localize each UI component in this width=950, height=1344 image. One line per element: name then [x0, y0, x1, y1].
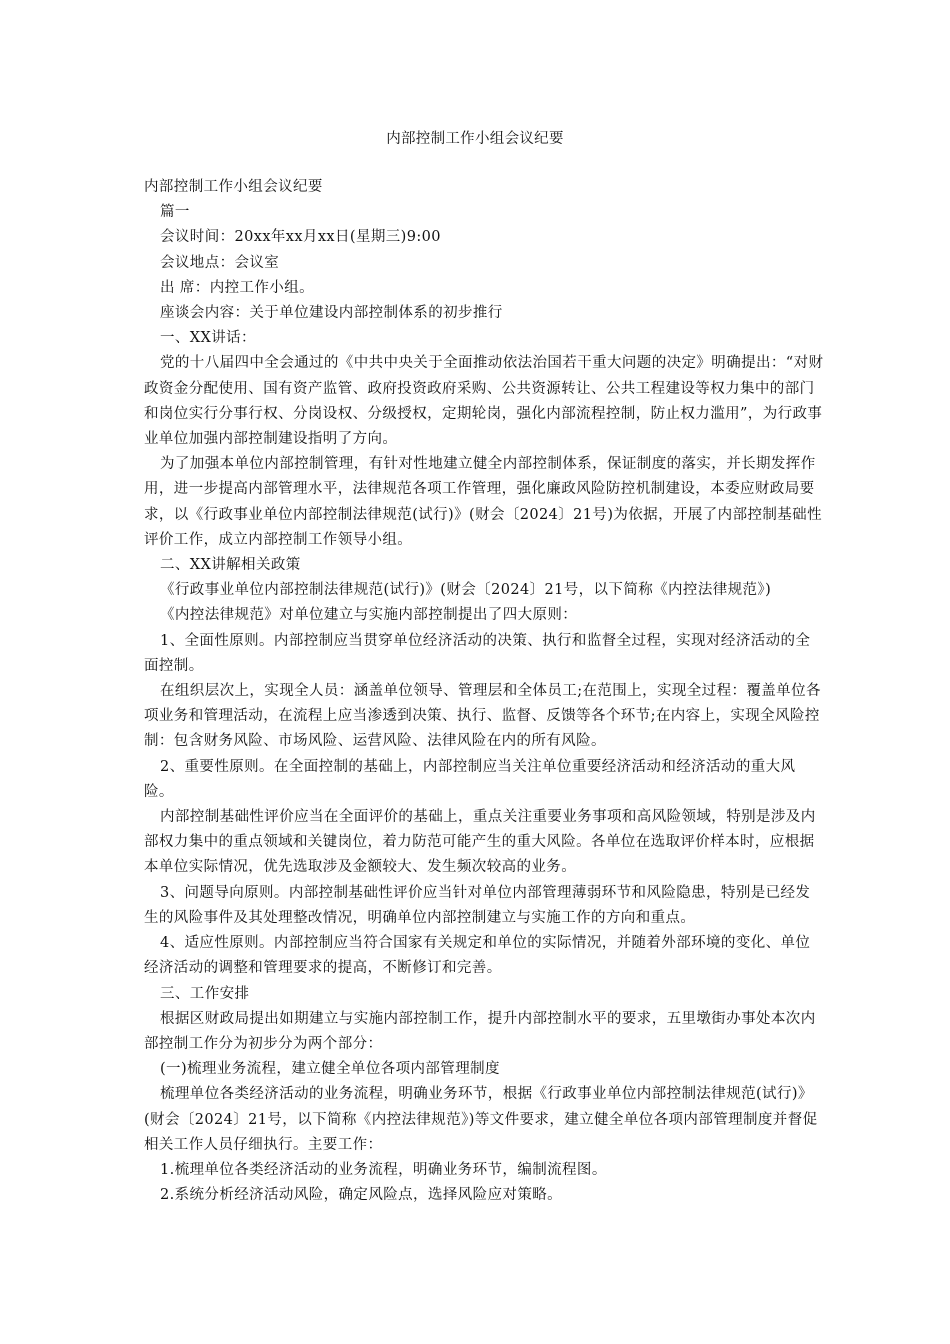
- paragraph: 座谈会内容：关于单位建设内部控制体系的初步推行: [160, 305, 503, 322]
- document-body: [144, 175, 824, 1208]
- paragraph: 1、全面性原则。内部控制应当贯穿单位经济活动的决策、执行和监督全过程，实现对经济活动的全面控制。: [144, 632, 811, 674]
- paragraph: 根据区财政局提出如期建立与实施内部控制工作，提升内部控制水平的要求，五里墩街办事处本次内部控制工作分为初步分为两个部分：: [144, 1010, 816, 1052]
- paragraph: 会议地点：会议室: [160, 254, 280, 271]
- paragraph: 4、适应性原则。内部控制应当符合国家有关规定和单位的实际情况，并随着外部环境的变化、单位经济活动的调整和管理要求的提高，不断修订和完善。: [144, 935, 811, 977]
- paragraph: 梳理单位各类经济活动的业务流程，明确业务环节，根据《行政事业单位内部控制法律规范(试行)》(财会〔2024〕21号，以下简称《内控法律规范》)等文件要求，建立健全单位各项内部管理制度并督促相关工作人员仔细执行。主要工作：: [144, 1086, 818, 1153]
- paragraph: 三、工作安排: [160, 985, 250, 1002]
- paragraph: 一、XX讲话：: [160, 330, 256, 347]
- paragraph: 二、XX讲解相关政策: [160, 557, 301, 574]
- paragraph: 篇一: [160, 204, 190, 221]
- paragraph: 1.梳理单位各类经济活动的业务流程，明确业务环节，编制流程图。: [160, 1161, 607, 1178]
- paragraph: 出 席：内控工作小组。: [160, 279, 315, 296]
- paragraph: 党的十八届四中全会通过的《中共中央关于全面推动依法治国若干重大问题的决定》明确提出：“对财政资金分配使用、国有资产监管、政府投资政府采购、公共资源转让、公共工程建设等权力集中的部门和岗位实行分事行权、分岗设权、分级授权，定期轮岗，强化内部流程控制，防止权力滥用”，为行政事业单位加强内部控制建设指明了方向。: [144, 355, 824, 448]
- paragraph: 2、重要性原则。在全面控制的基础上，内部控制应当关注单位重要经济活动和经济活动的重大风险。: [144, 758, 796, 800]
- paragraph: 在组织层次上，实现全人员：涵盖单位领导、管理层和全体员工;在范围上，实现全过程：覆盖单位各项业务和管理活动，在流程上应当渗透到决策、执行、监督、反馈等各个环节;在内容上，实现全风险控制：包含财务风险、市场风险、运营风险、法律风险在内的所有风险。: [144, 683, 821, 750]
- paragraph: 3、问题导向原则。内部控制基础性评价应当针对单位内部管理薄弱环节和风险隐患，特别是已经发生的风险事件及其处理整改情况，明确单位内部控制建立与实施工作的方向和重点。: [144, 884, 811, 926]
- paragraph: 《内控法律规范》对单位建立与实施内部控制提出了四大原则：: [160, 607, 578, 624]
- paragraph: 2.系统分析经济活动风险，确定风险点，选择风险应对策略。: [160, 1187, 563, 1204]
- paragraph: 会议时间：20xx年xx月xx日(星期三)9:00: [160, 229, 441, 246]
- paragraph: 内部控制基础性评价应当在全面评价的基础上，重点关注重要业务事项和高风险领域，特别是涉及内部权力集中的重点领域和关键岗位，着力防范可能产生的重大风险。各单位在选取评价样本时，应根据本单位实际情况，优先选取涉及金额较大、发生频次较高的业务。: [144, 809, 816, 876]
- paragraph: 为了加强本单位内部控制管理，有针对性地建立健全内部控制体系，保证制度的落实，并长期发挥作用，进一步提高内部管理水平，法律规范各项工作管理，强化廉政风险防控机制建设，本委应财政局要求，以《行政事业单位内部控制法律规范(试行)》(财会〔2024〕21号)为依据，开展了内部控制基础性评价工作，成立内部控制工作领导小组。: [144, 456, 822, 548]
- paragraph: 内部控制工作小组会议纪要: [144, 179, 323, 195]
- paragraph: (一)梳理业务流程，建立健全单位各项内部管理制度: [160, 1061, 500, 1078]
- document-title: 内部控制工作小组会议纪要: [386, 131, 564, 147]
- paragraph: 《行政事业单位内部控制法律规范(试行)》(财会〔2024〕21号，以下简称《内控法律规范》): [160, 582, 772, 599]
